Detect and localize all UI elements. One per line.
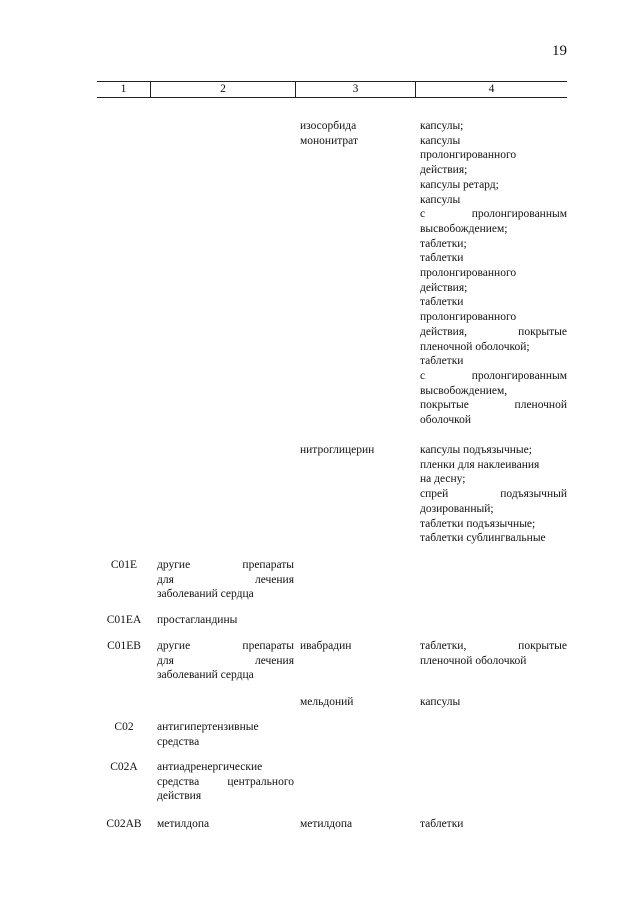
form-line — [420, 354, 567, 369]
name-line — [157, 735, 294, 750]
form-word: высвобождением; — [420, 222, 508, 235]
inn-word: изосорбида — [300, 120, 357, 132]
name-line — [157, 573, 294, 588]
form-line — [420, 639, 567, 654]
inn-line — [300, 695, 412, 710]
form-line — [420, 134, 567, 149]
name-line — [157, 720, 294, 735]
form-word: действия; — [420, 164, 468, 177]
name-word: другие — [157, 640, 191, 652]
form-word: таблетки, — [420, 640, 467, 652]
form-line — [420, 119, 567, 134]
inn-word: нитроглицерин — [300, 444, 375, 456]
header-col-1: 1 — [97, 82, 151, 97]
form-word: покрытые — [420, 399, 469, 412]
anatomical-group — [157, 817, 294, 832]
dosage-form — [420, 119, 567, 428]
anatomical-group — [157, 558, 294, 602]
form-line — [420, 369, 567, 384]
form-line — [420, 281, 567, 296]
inn-line — [300, 443, 412, 458]
inn-line — [300, 639, 412, 654]
form-word: с — [420, 208, 426, 221]
atc-code: C01EA — [106, 614, 142, 626]
form-line — [420, 517, 567, 532]
name-line — [157, 587, 294, 602]
name-line — [157, 668, 294, 683]
form-word: пленочной — [514, 399, 567, 412]
form-line — [420, 413, 567, 428]
name-line — [157, 817, 294, 832]
table-header — [97, 81, 567, 98]
anatomical-group — [157, 639, 294, 683]
form-word: высвобождением, — [420, 384, 508, 397]
anatomical-group — [157, 613, 294, 628]
form-line — [420, 193, 567, 208]
form-line — [420, 502, 567, 517]
name-line — [157, 760, 294, 775]
atc-code: C01EB — [107, 640, 141, 652]
name-word: средства — [157, 735, 200, 748]
name-word: препараты — [242, 559, 294, 571]
form-word: пролонгированным — [471, 369, 567, 382]
form-line — [420, 340, 567, 355]
form-line — [420, 163, 567, 178]
atc-code: C02 — [114, 721, 134, 733]
form-word: спрей — [420, 488, 449, 501]
inn-line — [300, 119, 412, 134]
form-line — [420, 237, 567, 252]
header-col-4: 4 — [488, 83, 495, 95]
inn-line — [300, 134, 412, 149]
inn-word: метилдопа — [300, 818, 353, 830]
form-line — [420, 443, 567, 458]
form-word: подъязычный — [500, 488, 567, 501]
form-line — [420, 207, 567, 222]
form-line — [420, 295, 567, 310]
form-word: капсулы — [420, 193, 461, 206]
form-line — [420, 487, 567, 502]
form-line — [420, 310, 567, 325]
name-word: центрального — [227, 775, 294, 788]
dosage-form — [420, 817, 567, 832]
name-line — [157, 558, 294, 573]
form-line — [420, 398, 567, 413]
name-word: средства — [157, 775, 200, 788]
form-line — [420, 531, 567, 546]
name-word: заболеваний сердца — [157, 588, 254, 601]
drug-name — [300, 695, 412, 710]
name-word: антигипертензивные — [157, 721, 259, 733]
name-line — [157, 775, 294, 790]
form-line — [420, 384, 567, 399]
drug-name — [300, 443, 412, 458]
form-word: пленочной оболочкой; — [420, 340, 530, 353]
form-word: капсулы ретард; — [420, 178, 499, 191]
form-word: действия, — [420, 325, 467, 338]
form-word: капсулы — [420, 696, 461, 708]
inn-word: мельдоний — [300, 696, 354, 708]
header-col-3: 3 — [296, 82, 416, 97]
form-word: оболочкой — [420, 414, 472, 427]
name-word: лечения — [254, 654, 294, 667]
anatomical-group — [157, 720, 294, 749]
name-line — [157, 654, 294, 669]
form-line — [420, 817, 567, 832]
name-word: действия — [157, 790, 202, 803]
form-word: таблетки — [420, 296, 464, 309]
form-word: пленки для наклеивания — [420, 458, 540, 471]
form-word: пролонгированного — [420, 267, 517, 280]
form-word: с — [420, 369, 426, 382]
form-line — [420, 695, 567, 710]
page-number: 19 — [552, 43, 567, 59]
form-line — [420, 325, 567, 340]
form-word: таблетки подъязычные; — [420, 517, 536, 530]
name-line — [157, 613, 294, 628]
dosage-form — [420, 443, 567, 546]
form-word: пролонгированным — [471, 208, 567, 221]
form-line — [420, 266, 567, 281]
form-word: пленочной оболочкой — [420, 654, 527, 667]
name-word: антиадренергические — [157, 761, 263, 773]
form-word: капсулы подъязычные; — [420, 444, 532, 456]
name-line — [157, 639, 294, 654]
form-word: дозированный; — [420, 502, 494, 515]
name-word: другие — [157, 559, 191, 571]
form-word: таблетки сублингвальные — [420, 532, 546, 545]
form-word: таблетки; — [420, 237, 467, 250]
name-word: препараты — [242, 640, 294, 652]
form-word: покрытые — [518, 325, 567, 338]
form-word: действия; — [420, 281, 468, 294]
name-word: лечения — [254, 573, 294, 586]
dosage-form — [420, 639, 567, 668]
form-word: покрытые — [518, 640, 567, 652]
form-line — [420, 148, 567, 163]
drug-name — [300, 119, 412, 148]
form-line — [420, 472, 567, 487]
form-line — [420, 251, 567, 266]
name-word: простагландины — [157, 614, 238, 626]
atc-code: C02AB — [106, 818, 142, 830]
drug-name — [300, 639, 412, 654]
form-line — [420, 178, 567, 193]
form-word: капсулы — [420, 134, 461, 147]
header-col-2: 2 — [151, 82, 296, 97]
form-word: капсулы; — [420, 120, 464, 132]
form-line — [420, 222, 567, 237]
name-word: для — [157, 654, 174, 667]
name-line — [157, 789, 294, 804]
name-word: метилдопа — [157, 818, 210, 830]
form-word: таблетки — [420, 355, 464, 368]
inn-line — [300, 817, 412, 832]
dosage-form — [420, 695, 567, 710]
inn-word: мононитрат — [300, 134, 358, 147]
atc-code: C02A — [110, 761, 138, 773]
anatomical-group — [157, 760, 294, 804]
form-word: таблетки — [420, 252, 464, 265]
drug-name — [300, 817, 412, 832]
form-word: таблетки — [420, 818, 464, 830]
form-word: пролонгированного — [420, 149, 517, 162]
form-line — [420, 458, 567, 473]
form-word: пролонгированного — [420, 311, 517, 324]
form-line — [420, 654, 567, 669]
name-word: заболеваний сердца — [157, 669, 254, 682]
inn-word: ивабрадин — [300, 640, 352, 652]
form-word: на десну; — [420, 473, 466, 486]
name-word: для — [157, 573, 174, 586]
atc-code: C01E — [110, 559, 138, 571]
